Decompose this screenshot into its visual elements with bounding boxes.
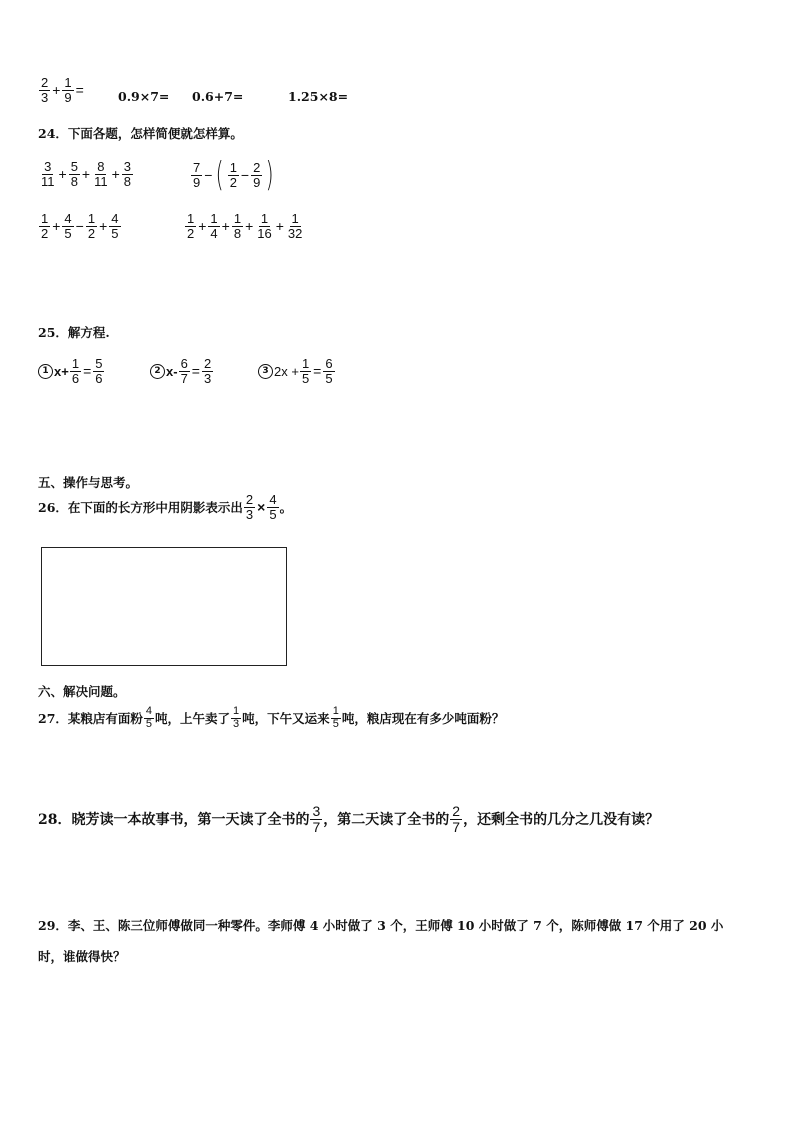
q24-title: 24．下面各题，怎样简便就怎样算。 <box>38 126 243 141</box>
circled-number: 1 <box>38 364 53 379</box>
q23-expression-1: $\frac{2}{3}$ + $\frac{1}{9}$ = <box>41 75 84 105</box>
q28-question: 28．晓芳读一本故事书，第一天读了全书的 $\frac{3}{7}$ ，第二天读了全书的 $\frac{2}{7}$ ，还剩全书的几分之几没有读？ <box>38 803 660 835</box>
q24-expression-1: $\frac{3}{11}$ + $\frac{5}{8}$ + $\frac{8}{11}$ + $\frac{3}{8}$ <box>41 159 132 189</box>
fraction: $\frac{2}{3}$ <box>41 75 49 105</box>
fraction: $\frac{1}{9}$ <box>64 75 72 105</box>
q25-equation-3: 3 2x + $\frac{1}{5}$ = $\frac{6}{5}$ <box>258 357 336 385</box>
q25-equation-2: 2 x- $\frac{6}{7}$ = $\frac{2}{3}$ <box>150 357 214 385</box>
q25-equation-1: 1 x+ $\frac{1}{6}$ = $\frac{5}{6}$ <box>38 357 105 385</box>
q23-expression-4: 1.25×8= <box>288 89 349 104</box>
q23-expression-2: 0.9×7= <box>118 89 170 104</box>
q24-expression-3: $\frac{1}{2}$ + $\frac{4}{5}$ − $\frac{1}{2}$ + $\frac{4}{5}$ <box>41 211 119 241</box>
q25-title: 25．解方程. <box>38 325 110 340</box>
q24-expression-4: $\frac{1}{2}$ + $\frac{1}{4}$ + $\frac{1}{8}$ + $\frac{1}{16}$ + $\frac{1}{32}$ <box>187 211 303 241</box>
shading-rectangle[interactable] <box>41 547 287 666</box>
circled-number: 2 <box>150 364 165 379</box>
q24-expression-2: $\frac{7}{9}$ − ( $\frac{1}{2}$ − $\frac{2}{9}$ ) <box>193 155 274 195</box>
q29-question-line-2: 时，谁做得快？ <box>38 949 126 964</box>
circled-number: 3 <box>258 364 273 379</box>
q29-question-line-1: 29．李、王、陈三位师傅做同一种零件。李师傅 4 小时做了 3 个，王师傅 10 小时做了 7 个，陈师傅做 17 个用了 20 小 <box>38 918 724 933</box>
q27-question: 27．某粮店有面粉 $\frac{4}{5}$ 吨，上午卖了 $\frac{1}{3}$ 吨，下午又运来 $\frac{1}{5}$ 吨，粮店现在有多少吨面粉？ <box>38 705 505 730</box>
section-heading-6: 六、解决问题。 <box>38 684 126 699</box>
q23-expression-3: 0.6+7= <box>192 89 244 104</box>
section-heading-5: 五、操作与思考。 <box>38 475 139 490</box>
q26-question: 26．在下面的长方形中用阴影表示出 $\frac{2}{3}$ × $\frac{4}{5}$ 。 <box>38 492 293 522</box>
